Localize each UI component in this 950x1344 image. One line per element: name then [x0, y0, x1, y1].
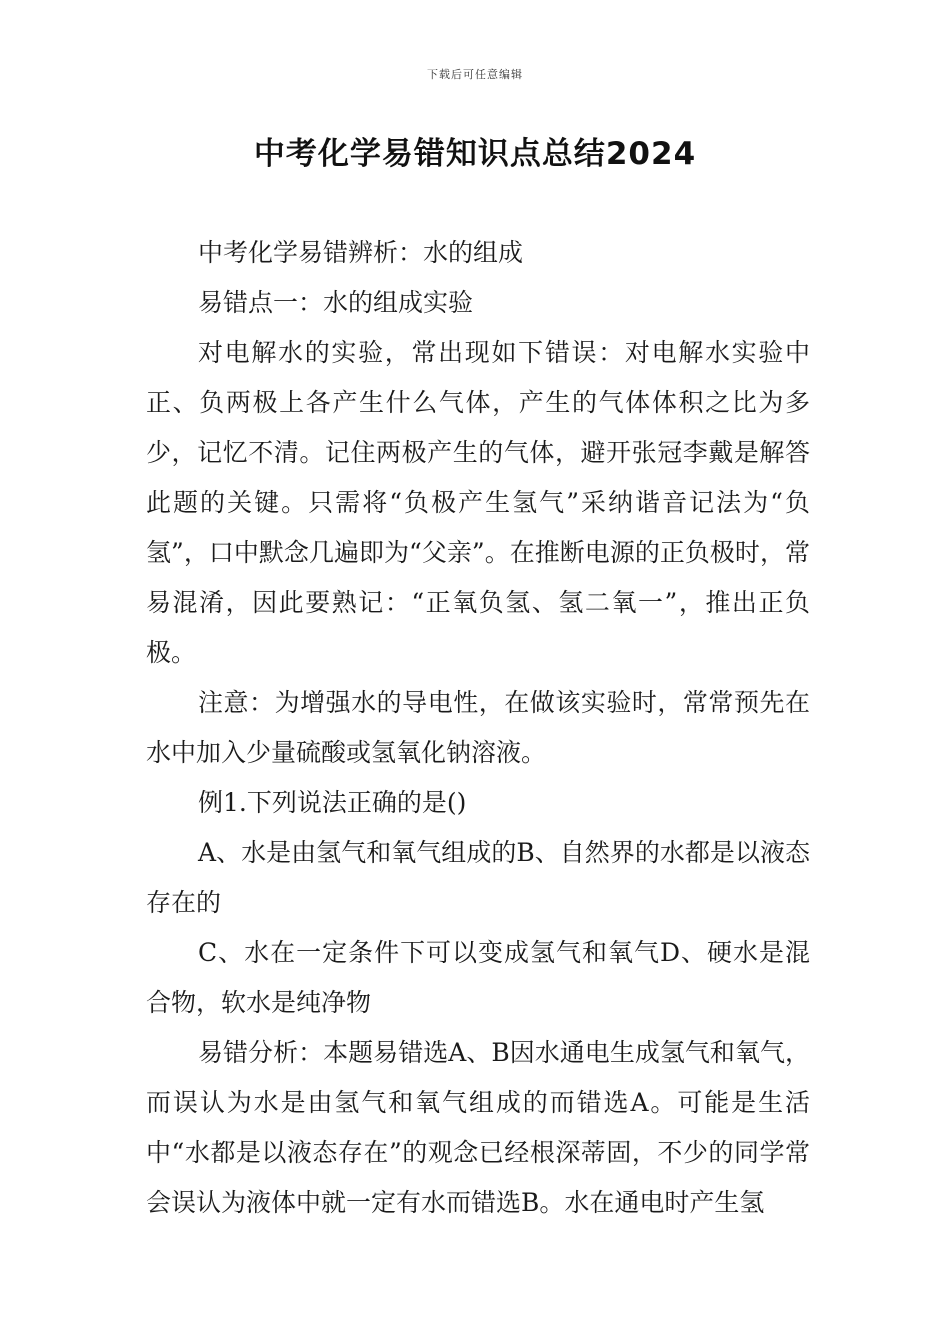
paragraph-error-point-1: 易错点一：水的组成实验 — [198, 288, 474, 317]
document-body — [146, 228, 810, 1228]
paragraph-options-a-b: A、水是由氢气和氧气组成的B、自然界的水都是以液态存在的 — [146, 838, 810, 917]
header-note: 下载后可任意编辑 — [427, 68, 523, 81]
paragraph-note: 注意：为增强水的导电性，在做该实验时，常常预先在水中加入少量硫酸或氢氧化钠溶液。 — [146, 688, 810, 767]
paragraph-example-question: 例1.下列说法正确的是() — [198, 788, 467, 817]
paragraph-error-analysis: 易错分析：本题易错选A、B因水通电生成氢气和氧气，而误认为水是由氢气和氧气组成的而错选A。可能是生活中“水都是以液态存在”的观念已经根深蒂固，不少的同学常会误认为液体中就一定有水而错选B。水在通电时产生氢 — [146, 1038, 810, 1217]
document-title: 中考化学易错知识点总结2024 — [253, 136, 697, 172]
paragraph-electrolysis-explanation: 对电解水的实验，常出现如下错误：对电解水实验中正、负两极上各产生什么气体，产生的气体体积之比为多少，记忆不清。记住两极产生的气体，避开张冠李戴是解答此题的关键。只需将“负极产生氢气”采纳谐音记法为“负氢”，口中默念几遍即为“父亲”。在推断电源的正负极时，常易混淆，因此要熟记：“正氧负氢、氢二氧一”，推出正负极。 — [146, 338, 810, 667]
paragraph-section-heading: 中考化学易错辨析：水的组成 — [198, 238, 524, 267]
paragraph-options-c-d: C、水在一定条件下可以变成氢气和氧气D、硬水是混合物，软水是纯净物 — [146, 938, 810, 1017]
